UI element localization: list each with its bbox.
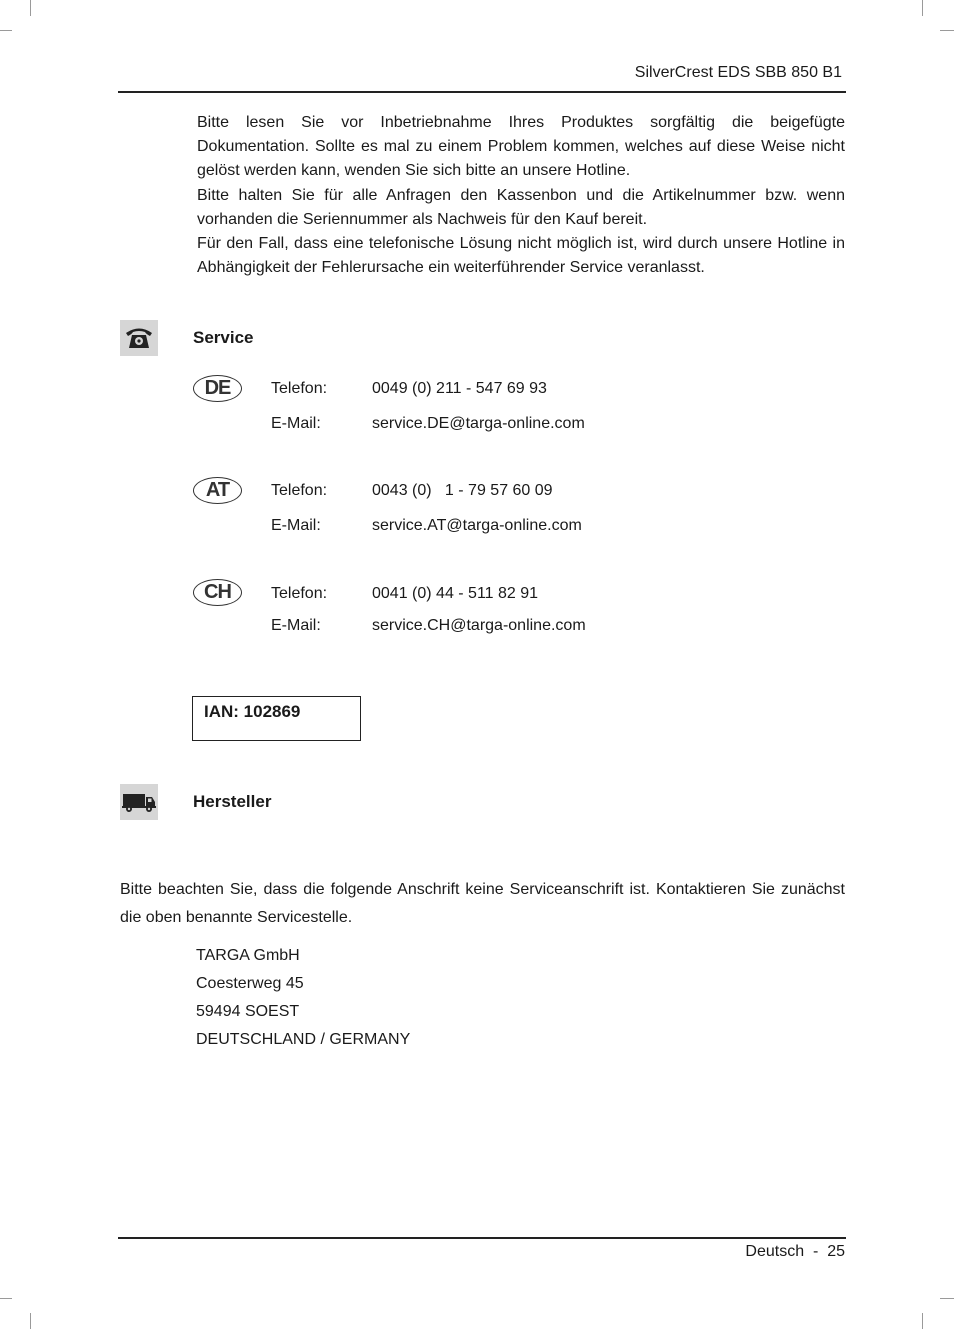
phone-label: Telefon: bbox=[271, 482, 328, 499]
phone-number-de: 0049 (0) 211 - 547 69 93 bbox=[372, 380, 547, 397]
email-address-at: service.AT@targa-online.com bbox=[372, 517, 582, 534]
crop-mark bbox=[30, 1313, 31, 1329]
footer-rule bbox=[118, 1237, 846, 1239]
email-address-de: service.DE@targa-online.com bbox=[372, 415, 585, 432]
truck-icon bbox=[120, 784, 158, 820]
crop-mark bbox=[30, 0, 31, 16]
address-line: Coesterweg 45 bbox=[196, 975, 304, 992]
intro-text bbox=[197, 111, 845, 280]
phone-number-at: 0043 (0) 1 - 79 57 60 09 bbox=[372, 482, 553, 499]
manufacturer-title: Hersteller bbox=[193, 792, 272, 811]
crop-mark bbox=[0, 1298, 12, 1299]
telephone-icon bbox=[120, 320, 158, 356]
phone-label: Telefon: bbox=[271, 380, 328, 397]
intro-paragraph: Bitte lesen Sie vor Inbetriebnahme Ihres Produktes sorgfältig die beigefügte Dokumentation. Sollte es mal zu einem Problem kommen, welches auf diese Weise nicht gelöst werden kann, wenden Sie sich bitte an unsere Hotline. bbox=[197, 114, 845, 180]
crop-mark bbox=[0, 30, 12, 31]
crop-mark bbox=[940, 30, 954, 31]
email-label: E-Mail: bbox=[271, 517, 321, 534]
email-label: E-Mail: bbox=[271, 617, 321, 634]
header-rule bbox=[118, 91, 846, 93]
phone-label: Telefon: bbox=[271, 585, 328, 602]
ian-box bbox=[192, 696, 361, 741]
address-line: DEUTSCHLAND / GERMANY bbox=[196, 1031, 411, 1048]
service-title: Service bbox=[193, 328, 254, 347]
country-badge-de: DE bbox=[193, 375, 242, 402]
country-badge-at: AT bbox=[193, 477, 242, 504]
ian-number: IAN: 102869 bbox=[204, 702, 301, 721]
crop-mark bbox=[940, 1298, 954, 1299]
address-line: 59494 SOEST bbox=[196, 1003, 300, 1020]
crop-mark bbox=[922, 0, 923, 16]
email-label: E-Mail: bbox=[271, 415, 321, 432]
page-footer: Deutsch - 25 bbox=[745, 1243, 845, 1260]
manufacturer-notice: Bitte beachten Sie, dass die folgende Anschrift keine Serviceanschrift ist. Kontaktieren Sie zunächst die oben benannte Servicestelle. bbox=[120, 881, 845, 926]
address-line: TARGA GmbH bbox=[196, 947, 300, 964]
email-address-ch: service.CH@targa-online.com bbox=[372, 617, 586, 634]
intro-paragraph: Für den Fall, dass eine telefonische Lösung nicht möglich ist, wird durch unsere Hotline in Abhängigkeit der Fehlerursache ein weiterführender Service veranlasst. bbox=[197, 235, 845, 277]
intro-paragraph: Bitte halten Sie für alle Anfragen den Kassenbon und die Artikelnummer bzw. wenn vorhanden die Seriennummer als Nachweis für den Kauf bereit. bbox=[197, 186, 845, 228]
phone-number-ch: 0041 (0) 44 - 511 82 91 bbox=[372, 585, 539, 602]
crop-mark bbox=[922, 1313, 923, 1329]
header-title: SilverCrest EDS SBB 850 B1 bbox=[634, 64, 842, 81]
country-badge-ch: CH bbox=[193, 579, 242, 606]
